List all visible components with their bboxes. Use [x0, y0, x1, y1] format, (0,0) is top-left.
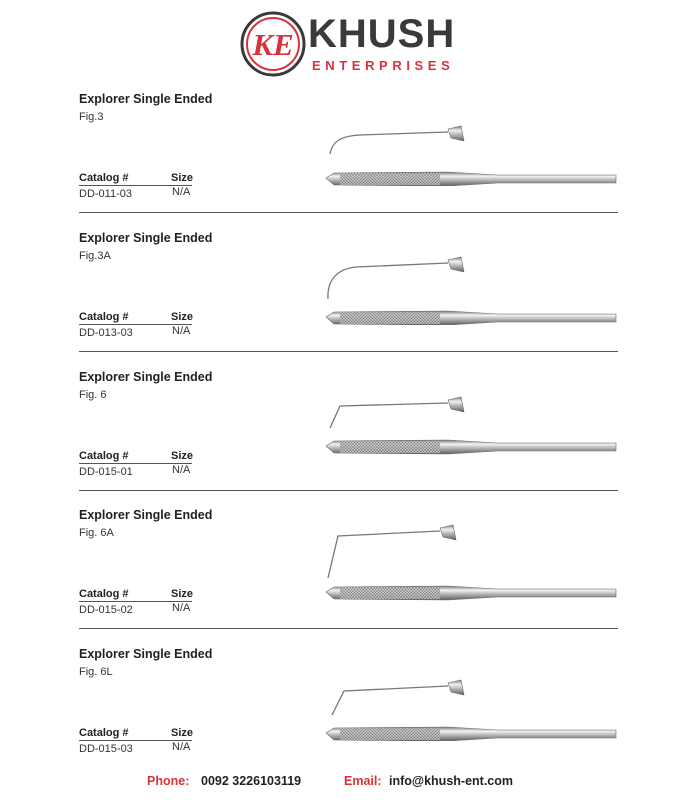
email-label: Email: [344, 774, 382, 788]
product-title: Explorer Single Ended [79, 231, 213, 245]
catalog-label: Catalog # [79, 311, 129, 323]
company-tagline: ENTERPRISES [312, 58, 455, 73]
explorer-instrument-icon [320, 661, 620, 741]
product-figure: Fig. 6 [79, 389, 107, 401]
explorer-hook-tip-icon [328, 257, 464, 299]
phone-label: Phone: [147, 774, 190, 788]
explorer-handle-icon [326, 311, 616, 325]
product-card [0, 370, 689, 508]
explorer-instrument-icon [320, 245, 620, 325]
company-name: KHUSH [308, 12, 456, 56]
size-value: N/A [172, 464, 191, 476]
product-card [0, 231, 689, 369]
size-label: Size [171, 172, 194, 184]
size-value: N/A [172, 186, 191, 198]
size-value: N/A [172, 325, 191, 337]
explorer-instrument-icon [320, 522, 620, 602]
ke-monogram-badge [240, 11, 306, 77]
catalog-label: Catalog # [79, 450, 129, 462]
size-label: Size [171, 311, 194, 323]
explorer-instrument-icon [320, 384, 620, 464]
size-label: Size [171, 588, 194, 600]
product-title: Explorer Single Ended [79, 370, 213, 384]
explorer-instrument-icon [320, 106, 620, 186]
product-title: Explorer Single Ended [79, 92, 213, 106]
product-card [0, 508, 689, 646]
phone-number: 0092 3226103119 [201, 774, 302, 788]
explorer-curved-tip-icon [330, 126, 464, 154]
explorer-handle-icon [326, 440, 616, 454]
email-address: info@khush-ent.com [389, 774, 513, 788]
catalog-number: DD-015-01 [79, 466, 133, 478]
catalog-number: DD-015-03 [79, 743, 133, 755]
size-value: N/A [172, 602, 191, 614]
product-title: Explorer Single Ended [79, 647, 213, 661]
section-divider [79, 351, 618, 352]
catalog-number: DD-013-03 [79, 327, 133, 339]
section-divider [79, 490, 618, 491]
catalog-label: Catalog # [79, 588, 129, 600]
product-card [0, 92, 689, 230]
explorer-angled-tip-icon [330, 397, 464, 428]
catalog-number: DD-011-03 [79, 188, 132, 200]
product-figure: Fig.3 [79, 111, 104, 123]
company-logo [240, 8, 456, 80]
explorer-handle-icon [326, 727, 616, 741]
product-figure: Fig.3A [79, 250, 111, 262]
section-divider [79, 212, 618, 213]
explorer-handle-icon [326, 586, 616, 600]
explorer-long-angled-tip-icon [328, 525, 456, 578]
size-label: Size [171, 727, 194, 739]
size-label: Size [171, 450, 194, 462]
catalog-label: Catalog # [79, 727, 129, 739]
size-value: N/A [172, 741, 191, 753]
product-card [0, 647, 689, 785]
explorer-long-shank-tip-icon [332, 680, 464, 715]
catalog-label: Catalog # [79, 172, 129, 184]
contact-footer [0, 774, 689, 794]
product-figure: Fig. 6L [79, 666, 113, 678]
product-title: Explorer Single Ended [79, 508, 213, 522]
product-figure: Fig. 6A [79, 527, 114, 539]
section-divider [79, 628, 618, 629]
explorer-handle-icon [326, 172, 616, 186]
logo-monogram: KE [252, 27, 294, 62]
catalog-number: DD-015-02 [79, 604, 133, 616]
